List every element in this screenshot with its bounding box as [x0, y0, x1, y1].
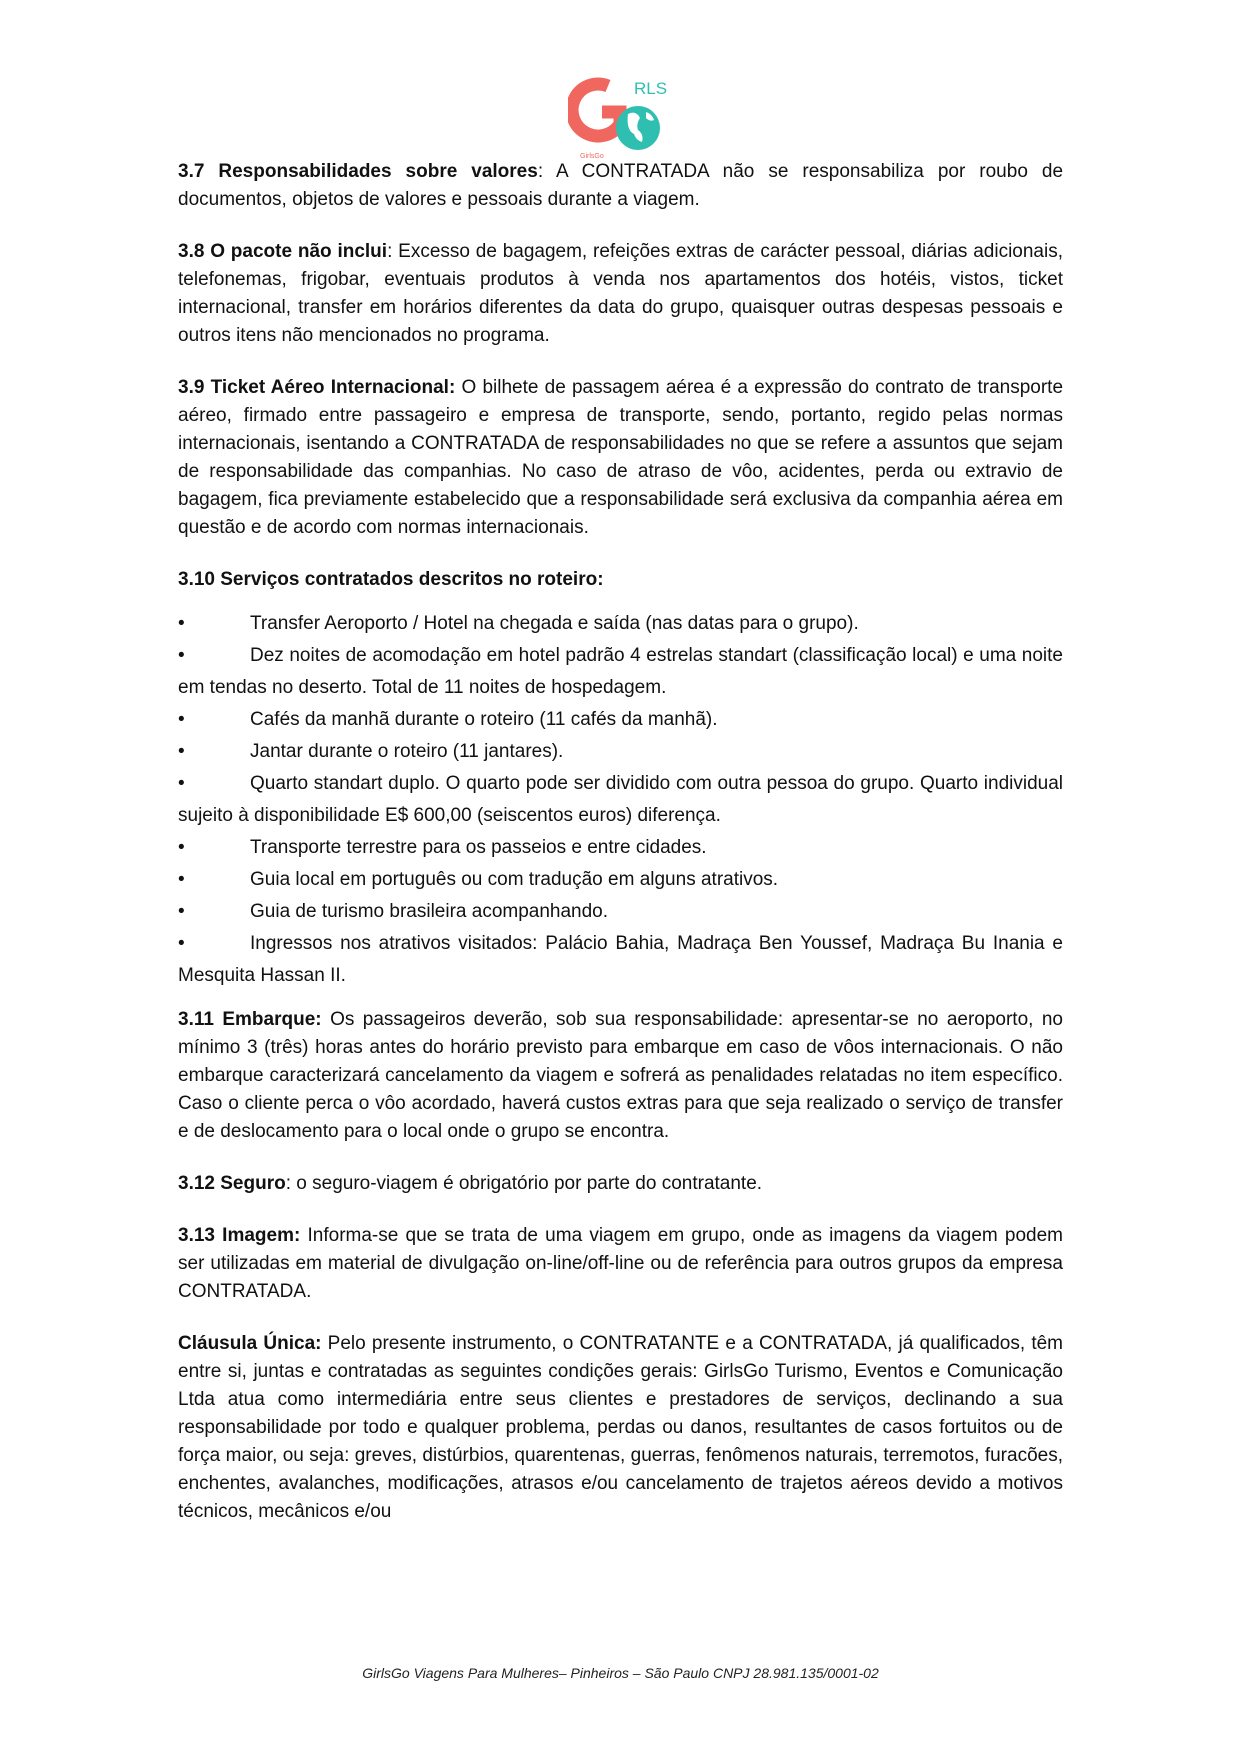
bullet-icon: •	[178, 709, 185, 730]
list-item: • Ingressos nos atrativos visitados: Palácio Bahia, Madraça Ben Youssef, Madraça Bu Inania e Mesquita Hassan II.	[178, 928, 1063, 992]
clause-title: 3.12 Seguro	[178, 1173, 286, 1194]
list-item: • Jantar durante o roteiro (11 jantares).	[178, 736, 1063, 768]
clause-title: 3.13 Imagem:	[178, 1225, 301, 1246]
contract-body	[178, 158, 1063, 1550]
clause-3-10-title: 3.10 Serviços contratados descritos no roteiro:	[178, 569, 604, 590]
clause-title: 3.8 O pacote não inclui	[178, 241, 388, 262]
clause-unica	[178, 1330, 1063, 1526]
list-item: • Guia local em português ou com tradução em alguns atrativos.	[178, 864, 1063, 896]
clause-text: Excesso de bagagem, refeições extras de carácter pessoal, diárias adicionais, telefonemas, frigobar, eventuais produtos à venda nos apartamentos dos hotéis, vistos, ticket internacional, transfer em horários diferentes da data do grupo, quaisquer outras despesas pessoais e outros itens não mencionados no programa.	[178, 241, 1063, 346]
list-item: • Transporte terrestre para os passeios e entre cidades.	[178, 832, 1063, 864]
clause-3-11	[178, 1006, 1063, 1146]
bullet-icon: •	[178, 901, 185, 922]
bullet-icon: •	[178, 773, 185, 794]
list-item: • Transfer Aeroporto / Hotel na chegada e saída (nas datas para o grupo).	[178, 608, 1063, 640]
page-footer: GirlsGo Viagens Para Mulheres– Pinheiros – São Paulo CNPJ 28.981.135/0001-02	[362, 1665, 879, 1681]
clause-text: A CONTRATADA não se responsabiliza por roubo de documentos, objetos de valores e pessoais durante a viagem.	[178, 161, 1064, 210]
clause-title: 3.7 Responsabilidades sobre valores	[178, 161, 538, 182]
logo-icon	[568, 72, 678, 160]
svg-text:RLS: RLS	[634, 79, 668, 98]
clause-3-7: 3.7 Responsabilidades sobre valores: A CONTRATADA não se responsabiliza por roubo de documentos, objetos de valores e pessoais durante a viagem.	[178, 161, 1064, 210]
clause-text: O bilhete de passagem aérea é a expressão do contrato de transporte aéreo, firmado entre passageiro e empresa de transporte, sendo, portanto, regido pelas normas internacionais, isentando a CONTRATADA de responsabilidades no que se refere a assuntos que sejam de responsabilidade das companhias. No caso de atraso de vôo, acidentes, perda ou extravio de bagagem, fica previamente estabelecido que a responsabilidade será exclusiva da companhia aérea em questão e de acordo com normas internacionais.	[178, 377, 1064, 538]
bullet-icon: •	[178, 933, 185, 954]
clause-3-8: 3.8 O pacote não inclui: Excesso de bagagem, refeições extras de carácter pessoal, diárias adicionais, telefonemas, frigobar, eventuais produtos à venda nos apartamentos dos hotéis, vistos, ticket internacional, transfer em horários diferentes da data do grupo, quaisquer outras despesas pessoais e outros itens não mencionados no programa.	[178, 241, 1063, 346]
bullet-icon: •	[178, 645, 185, 666]
bullet-icon: •	[178, 613, 185, 634]
clause-title: 3.11 Embarque:	[178, 1009, 322, 1030]
clause-3-9	[178, 374, 1063, 542]
list-item: • Guia de turismo brasileira acompanhando.	[178, 896, 1063, 928]
clause-3-13	[178, 1222, 1063, 1306]
clause-title: 3.9 Ticket Aéreo Internacional:	[178, 377, 456, 398]
services-list	[178, 608, 1063, 992]
bullet-icon: •	[178, 837, 185, 858]
clause-text: Os passageiros deverão, sob sua responsabilidade: apresentar-se no aeroporto, no mínimo 3 (três) horas antes do horário previsto para embarque em caso de vôos internacionais. O não embarque caracterizará cancelamento da viagem e sofrerá as penalidades relatadas no item específico. Caso o cliente perca o vôo acordado, haverá custos extras para que seja realizado o serviço de transfer e de deslocamento para o local onde o grupo se encontra.	[178, 1009, 1064, 1142]
clause-text: Informa-se que se trata de uma viagem em grupo, onde as imagens da viagem podem ser utilizadas em material de divulgação on-line/off-line ou de referência para outros grupos da empresa CONTRATADA.	[178, 1225, 1063, 1302]
clause-3-12: 3.12 Seguro: o seguro-viagem é obrigatório por parte do contratante.	[178, 1173, 763, 1194]
girlsgo-logo	[568, 72, 678, 160]
clause-text: Pelo presente instrumento, o CONTRATANTE e a CONTRATADA, já qualificados, têm entre si, juntas e contratadas as seguintes condições gerais: GirlsGo Turismo, Eventos e Comunicação Ltda atua como intermediária entre seus clientes e prestadores de serviços, declinando a sua responsabilidade por todo e qualquer problema, perdas ou danos, resultantes de casos fortuitos ou de força maior, ou seja: greves, distúrbios, quarentenas, guerras, fenômenos naturais, terremotos, furacões, enchentes, avalanches, modificações, atrasos e/ou cancelamento de trajetos aéreos devido a motivos técnicos, mecânicos e/ou	[178, 1333, 1063, 1522]
bullet-icon: •	[178, 869, 185, 890]
clause-title: Cláusula Única:	[178, 1333, 322, 1354]
clause-text: o seguro-viagem é obrigatório por parte do contratante.	[291, 1173, 763, 1194]
svg-text:GirlsGo: GirlsGo	[580, 153, 604, 160]
list-item: • Cafés da manhã durante o roteiro (11 cafés da manhã).	[178, 704, 1063, 736]
list-item: • Dez noites de acomodação em hotel padrão 4 estrelas standart (classificação local) e uma noite em tendas no deserto. Total de 11 noites de hospedagem.	[178, 640, 1063, 704]
list-item: • Quarto standart duplo. O quarto pode ser dividido com outra pessoa do grupo. Quarto individual sujeito à disponibilidade E$ 600,00 (seiscentos euros) diferença.	[178, 768, 1063, 832]
bullet-icon: •	[178, 741, 185, 762]
